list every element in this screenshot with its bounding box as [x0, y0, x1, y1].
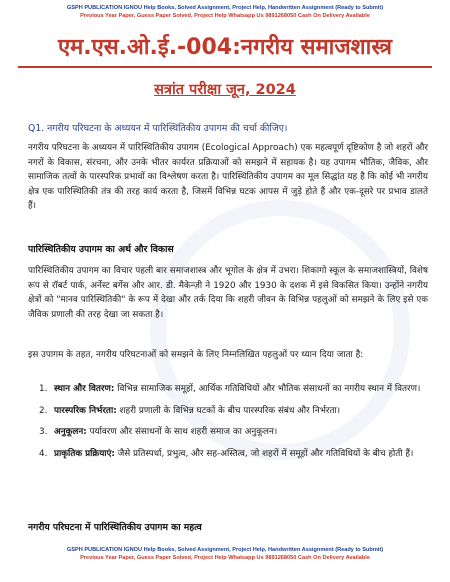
list-text: जैसे प्रतिस्पर्धा, प्रभुत्व, और सह-अस्तित्व, जो शहरों में समूहों और गतिविधियों के बीच होती हैं।	[114, 448, 414, 459]
paragraph-aspects-intro: इस उपागम के तहत, नगरीय परिघटनाओं को समझने के लिए निम्नलिखित पहलुओं पर ध्यान दिया जाता है:	[28, 350, 364, 360]
section-heading-importance: नगरीय परिघटना में पारिस्थितिकीय उपागम का महत्व	[28, 522, 202, 533]
list-item	[39, 382, 426, 397]
footer-line-1: GSPH PUBLICATION IGNOU Help Books, Solved Assignment, Project Help, Handwritten Assignment (Ready to Submit)	[66, 547, 384, 553]
list-term: पारस्परिक निर्भरता:	[54, 405, 117, 416]
page-header	[0, 4, 450, 20]
list-item	[39, 404, 426, 419]
list-number: 1.	[39, 384, 48, 394]
title-underline	[18, 66, 432, 68]
list-item	[39, 425, 426, 440]
list-term: प्राकृतिक प्रक्रियाएं:	[54, 448, 115, 459]
header-line-2: Previous Year Paper, Guess Paper Solved, Project Help Whatsapp Us 9891268050 Cash On Delivery Available	[80, 13, 370, 19]
list-number: 3.	[39, 427, 48, 438]
page-footer	[0, 546, 450, 562]
question-1: Q1. नगरीय परिघटना के अध्ययन में पारिस्थितिकीय उपागम की चर्चा कीजिए।	[28, 123, 288, 134]
page-title: एम.एस.ओ.ई.-004:नगरीय समाजशास्त्र	[57, 35, 393, 60]
section-heading-meaning: पारिस्थितिकीय उपागम का अर्थ और विकास	[28, 244, 174, 255]
exam-subtitle: सत्रांत परीक्षा जून, 2024	[154, 82, 296, 98]
list-text: शहरी प्रणाली के विभिन्न घटकों के बीच पारस्परिक संबंध और निर्भरता।	[116, 405, 341, 416]
aspects-list	[39, 382, 426, 468]
list-item	[39, 447, 426, 462]
list-number: 2.	[39, 405, 48, 416]
paragraph-intro: नगरीय परिघटना के अध्ययन में पारिस्थितिकीय उपागम (Ecological Approach) एक महत्वपूर्ण दृष्टिकोण है जो शहरों और नगरों के विकास, संरचना, और उनके भीतर कार्यरत प्रक्रियाओं को समझने में सहायक है। यह उपागम भौतिक, जैविक, और सामाजिक तत्वों के पारस्परिक प्रभावों का विश्लेषण करता है। पारिस्थितिकीय उपागम का मूल सिद्धांत यह है कि कोई भी नगरीय क्षेत्र एक पारिस्थितिकी तंत्र की तरह कार्य करता है, जिसमें विभिन्न घटक आपस में जुड़े होते हैं और एक-दूसरे पर प्रभाव डालते हैं।	[28, 143, 428, 212]
list-text: पर्यावरण और संसाधनों के साथ शहरी समाज का अनुकूलन।	[86, 427, 278, 438]
list-term: अनुकूलन:	[54, 427, 87, 438]
footer-line-2: Previous Year Paper, Guess Paper Solved, Project Help Whatsapp Us 9891268050 Cash On Delivery Available	[80, 555, 370, 561]
list-term: स्थान और वितरण:	[54, 384, 115, 394]
paragraph-development: पारिस्थितिकीय उपागम का विचार पहली बार समाजशास्त्र और भूगोल के क्षेत्र में उभरा। शिकागो स्कूल के समाजशास्त्रियों, विशेष रूप से रॉबर्ट पार्क, अर्नेस्ट बर्गेस और आर. डी. मैकेन्ज़ी ने 1920 और 1930 के दशक में इसे विकसित किया। उन्होंने नगरीय क्षेत्रों को "मानव पारिस्थितिकी" के रूप में देखा और तर्क दिया कि शहरी जीवन के विभिन्न पहलुओं को समझने के लिए इसे एक जैविक प्रणाली की तरह देखा जा सकता है।	[28, 266, 428, 320]
header-line-1: GSPH PUBLICATION IGNOU Help Books, Solved Assignment, Project Help, Handwritten Assignment (Ready to Submit)	[66, 5, 384, 11]
list-text: विभिन्न सामाजिक समूहों, आर्थिक गतिविधियों और भौतिक संसाधनों का नगरीय स्थान में वितरण।	[114, 384, 421, 394]
list-number: 4.	[39, 448, 48, 459]
